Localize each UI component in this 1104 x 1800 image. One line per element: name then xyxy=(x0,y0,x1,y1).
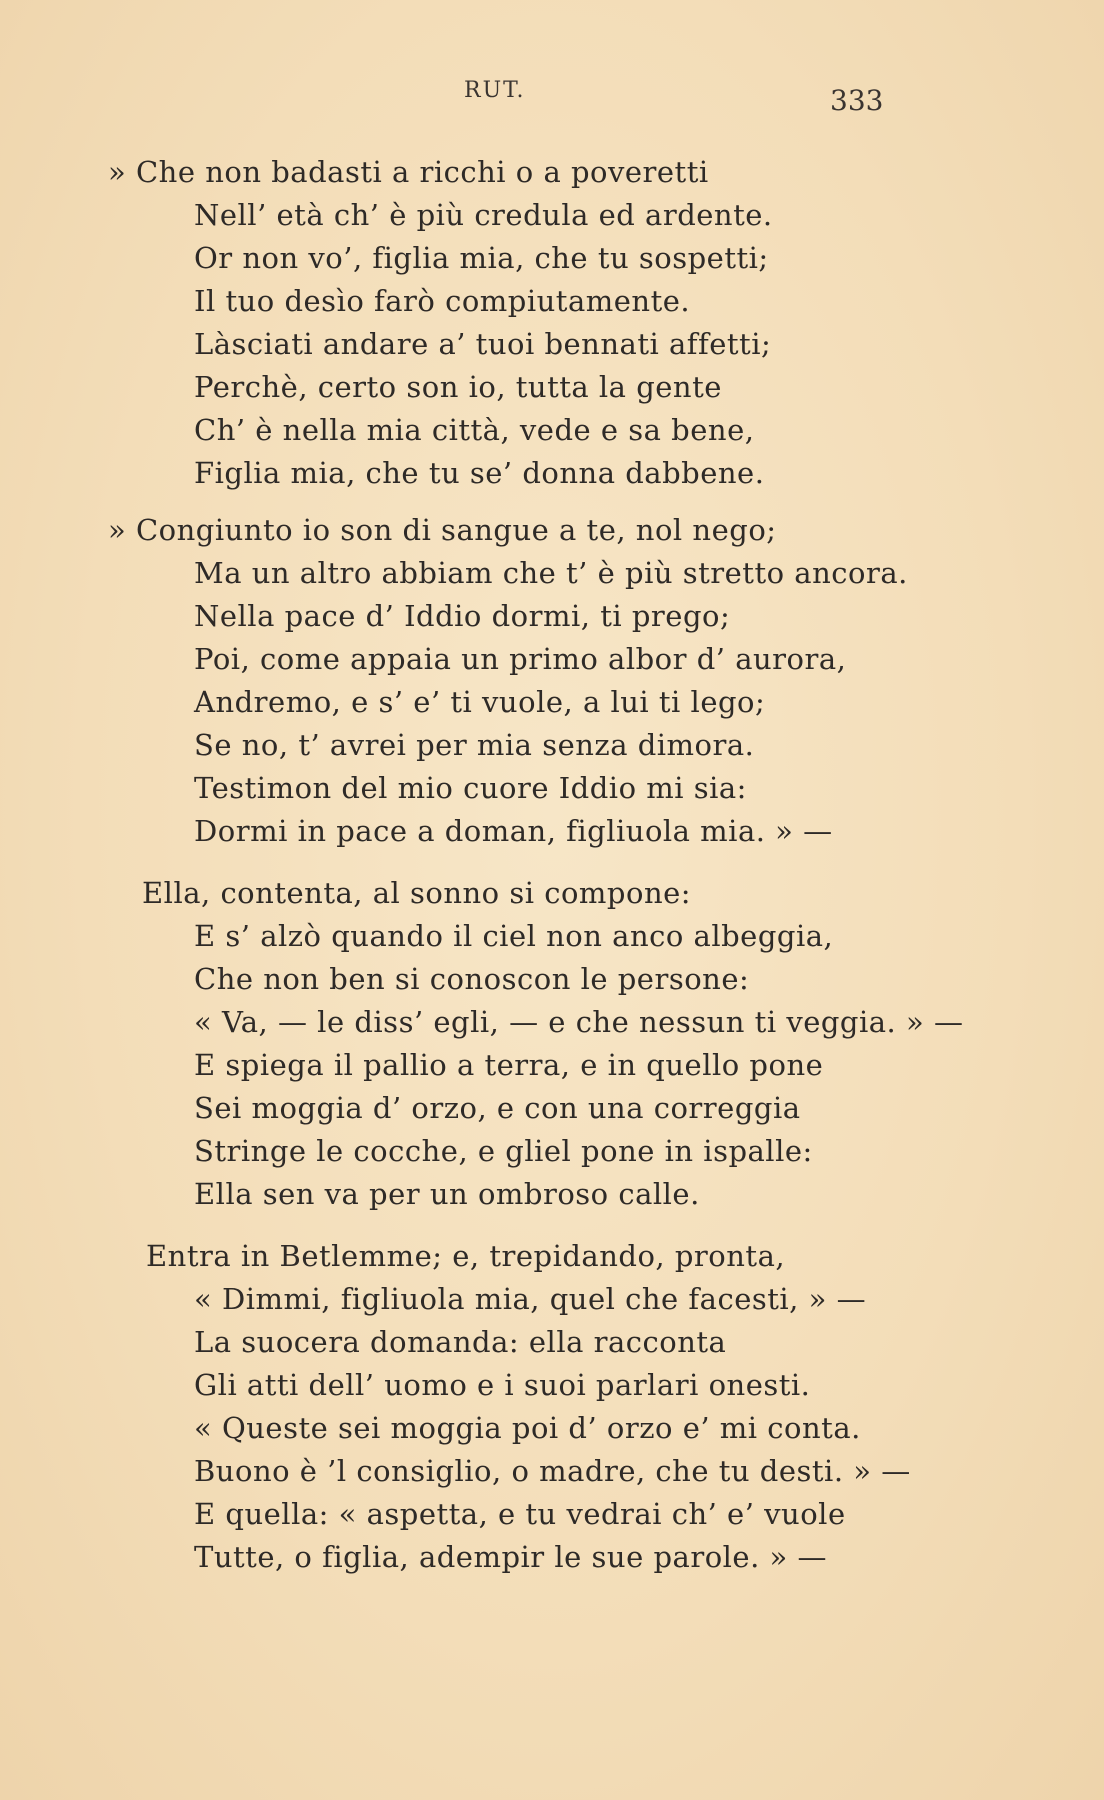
verse-line: Nella pace d’ Iddio dormi, ti prego; xyxy=(194,599,731,633)
verse-line: Làsciati andare a’ tuoi bennati affetti; xyxy=(194,327,772,361)
verse-line: Entra in Betlemme; e, trepidando, pronta, xyxy=(146,1239,786,1273)
verse-line: Poi, come appaia un primo albor d’ aurora, xyxy=(194,642,847,676)
verse-line: Or non vo’, figlia mia, che tu sospetti; xyxy=(194,241,769,275)
verse-line: E spiega il pallio a terra, e in quello pone xyxy=(194,1048,824,1082)
verse-line: Ch’ è nella mia città, vede e sa bene, xyxy=(194,413,755,447)
verse-line: » Che non badasti a ricchi o a poveretti xyxy=(108,155,709,189)
verse-line: Dormi in pace a doman, figliuola mia. » — xyxy=(194,814,833,848)
verse-line: Stringe le cocche, e gliel pone in ispalle: xyxy=(194,1134,813,1168)
verse-line: Tutte, o figlia, adempir le sue parole. » — xyxy=(194,1540,827,1574)
verse-line: » Congiunto io son di sangue a te, nol nego; xyxy=(108,513,777,547)
verse-line: Nell’ età ch’ è più credula ed ardente. xyxy=(194,198,773,232)
verse-line: Figlia mia, che tu se’ donna dabbene. xyxy=(194,456,765,490)
verse-line: Ella sen va per un ombroso calle. xyxy=(194,1177,700,1211)
verse-line: Che non ben si conoscon le persone: xyxy=(194,962,750,996)
verse-line: « Dimmi, figliuola mia, quel che facesti, » — xyxy=(194,1282,867,1316)
verse-line: Testimon del mio cuore Iddio mi sia: xyxy=(194,771,747,805)
running-header-title: RUT. xyxy=(464,78,526,103)
page-number: 333 xyxy=(830,84,884,117)
verse-line: Sei moggia d’ orzo, e con una correggia xyxy=(194,1091,801,1125)
verse-line: E s’ alzò quando il ciel non anco albeggia, xyxy=(194,919,834,953)
verse-line: « Queste sei moggia poi d’ orzo e’ mi conta. xyxy=(194,1411,861,1445)
verse-line: Ella, contenta, al sonno si compone: xyxy=(142,876,692,910)
verse-line: Il tuo desìo farò compiutamente. xyxy=(194,284,691,318)
verse-line: Se no, t’ avrei per mia senza dimora. xyxy=(194,728,755,762)
verse-line: Andremo, e s’ e’ ti vuole, a lui ti lego; xyxy=(194,685,766,719)
verse-line: « Va, — le diss’ egli, — e che nessun ti veggia. » — xyxy=(194,1005,964,1039)
verse-line: Gli atti dell’ uomo e i suoi parlari onesti. xyxy=(194,1368,811,1402)
verse-line: La suocera domanda: ella racconta xyxy=(194,1325,727,1359)
verse-line: Buono è ’l consiglio, o madre, che tu desti. » — xyxy=(194,1454,911,1488)
verse-line: Perchè, certo son io, tutta la gente xyxy=(194,370,722,404)
verse-line: Ma un altro abbiam che t’ è più stretto ancora. xyxy=(194,556,908,590)
verse-line: E quella: « aspetta, e tu vedrai ch’ e’ vuole xyxy=(194,1497,846,1531)
